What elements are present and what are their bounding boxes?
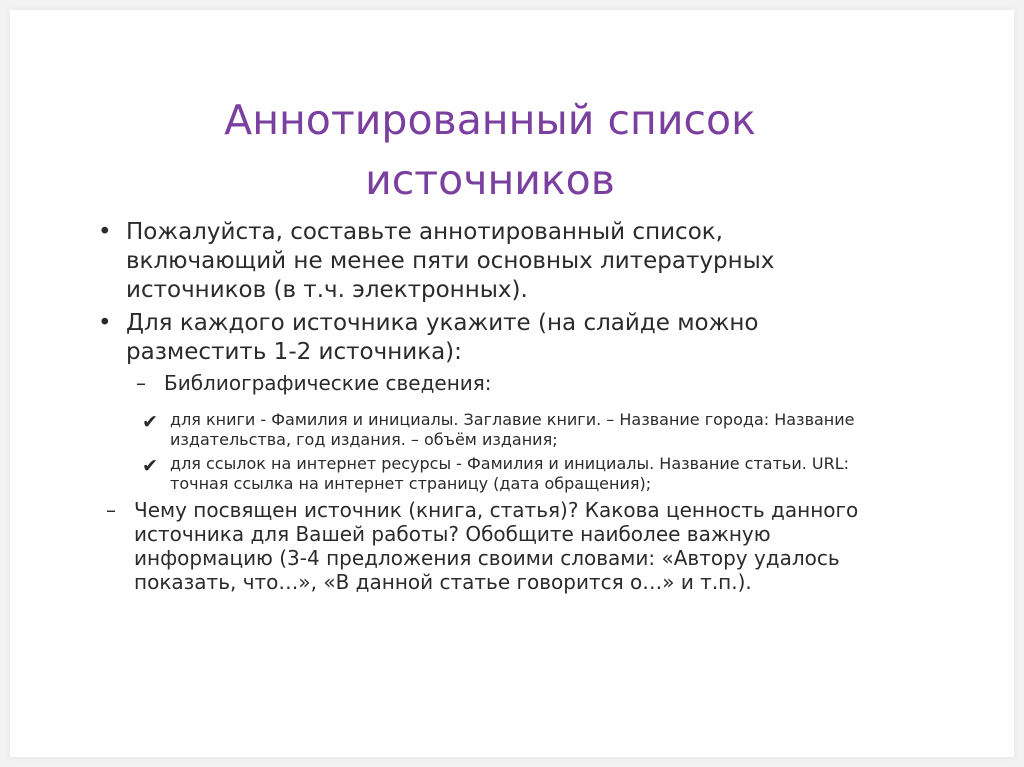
list-item-text: Пожалуйста, составьте аннотированный список, включающий не менее пяти основных литературных источников (в т.ч. электронных).: [126, 219, 775, 303]
list-item-text: Для каждого источника укажите (на слайде можно разместить 1-2 источника):: [126, 310, 759, 365]
check-list-item-text: для книги - Фамилия и инициалы. Заглавие книги. – Название города: Название издательства, год издания. – объём издания;: [170, 410, 855, 449]
check-list-item-text: для ссылок на интернет ресурсы - Фамилия и инициалы. Название статьи. URL: точная ссылка на интернет страницу (дата обращения);: [170, 454, 850, 493]
sub-list-item-text: Чему посвящен источник (книга, статья)? Какова ценность данного источника для Вашей работы? Обобщите наиболее важную информацию (3-4 предложения своими словами: «Автору удалось показать, что…», «В данной статье говорится о…» и т.п.).: [134, 498, 859, 594]
sub-list-item-text: Библиографические сведения:: [164, 371, 492, 395]
sub-list: [126, 371, 886, 395]
sub-list-item: [96, 498, 886, 594]
list-item: [96, 309, 886, 395]
dash-icon: –: [136, 371, 146, 395]
sub-list-item: [126, 371, 886, 395]
slide-title: Аннотированный список источников: [224, 96, 756, 204]
slide: [10, 10, 1014, 757]
checkmark-icon: ✔: [142, 455, 158, 477]
bullet-icon: •: [98, 219, 112, 245]
checkmark-icon: ✔: [142, 411, 158, 433]
bullet-icon: •: [98, 310, 112, 336]
list-item: [96, 218, 886, 305]
dash-icon: –: [106, 498, 116, 522]
check-list-item: [96, 454, 886, 494]
bullet-list: [96, 218, 886, 399]
check-list-item: [96, 410, 886, 450]
check-list: [96, 407, 886, 598]
